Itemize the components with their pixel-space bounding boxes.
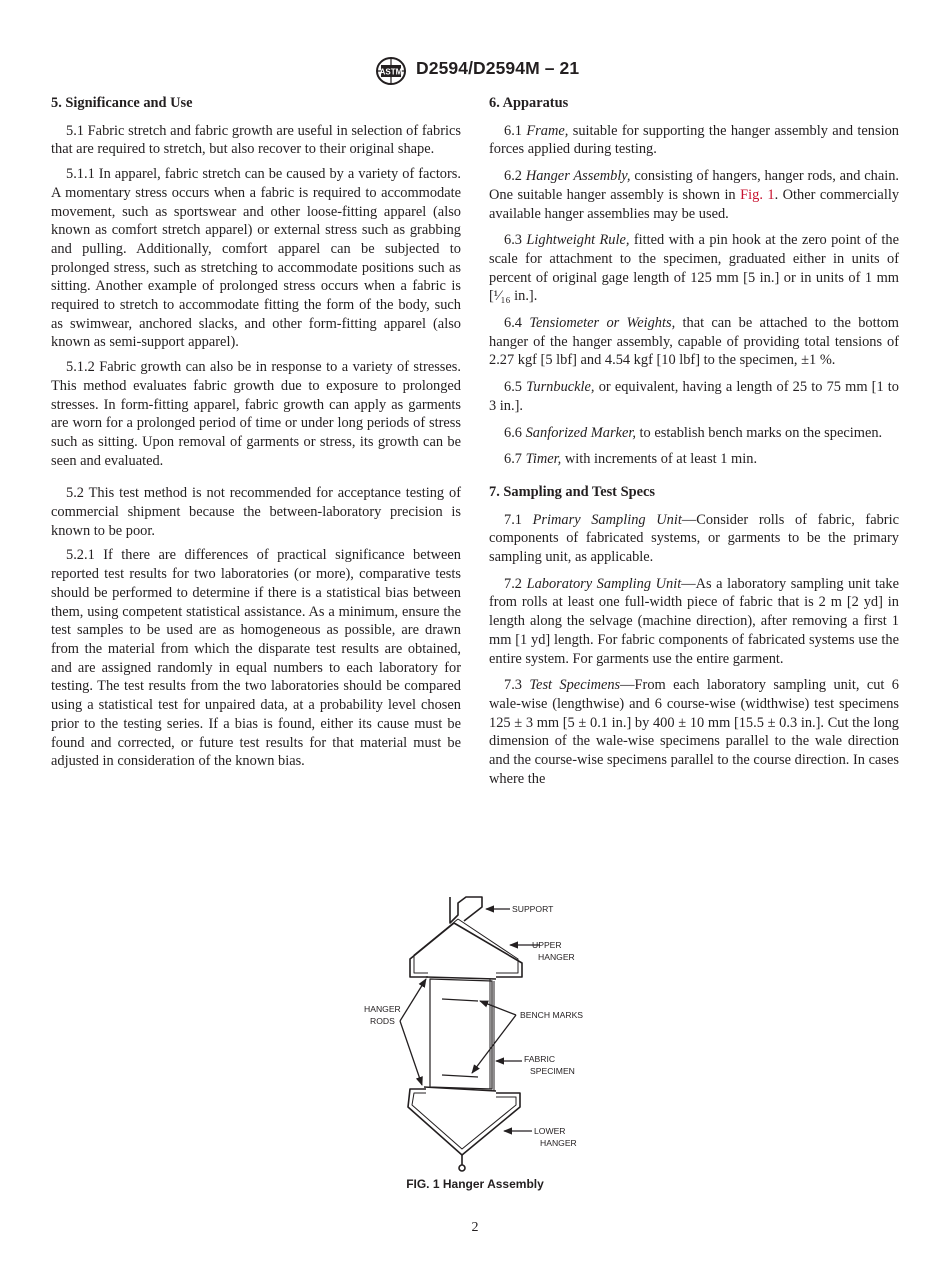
astm-logo-icon xyxy=(372,57,410,85)
label-lower-hanger-1: LOWER xyxy=(534,1126,566,1136)
bench-mark-top xyxy=(442,999,478,1001)
label-fabric-specimen-2: SPECIMEN xyxy=(530,1066,575,1076)
label-support: SUPPORT xyxy=(512,904,554,914)
label-lower-hanger-2: HANGER xyxy=(540,1138,577,1148)
label-upper-hanger-1: UPPER xyxy=(532,940,562,950)
paragraph-7-2: 7.2 Laboratory Sampling Unit—As a laboratory sampling unit take from rolls at least one full-width piece of fabric that is 2 m [2 yd] in length along the selvage (machine direction), after removing a first 1 mm [1 yd] length. For fabric components of fabricated systems use the entire system. For garments use the entire garment. xyxy=(489,575,899,667)
paragraph-5-1-1: 5.1.1 In apparel, fabric stretch can be caused by a variety of factors. A momentary stress occurs when a fabric is required to accommodate movement, such as sportswear and other loose-fitting apparel (also known as comfort stretch apparel) or external stress such as grabbing and pulling. Additionally, comfort apparel can be subjected to prolonged stress, such as stretching to accommodate positions such as sitting. Another example of prolonged stress occurs when a fabric is required to stretch to accommodate fitting the form of the body, such as swimwear, anchored slacks, and other form-fitting apparel (also known as semi-support apparel). xyxy=(51,166,461,351)
figure-caption: FIG. 1 Hanger Assembly xyxy=(406,1177,544,1191)
support-bracket xyxy=(450,897,482,923)
paragraph-6-1: 6.1 Frame, suitable for supporting the hanger assembly and tension forces applied during testing. xyxy=(489,122,899,158)
paragraph-6-4: 6.4 Tensiometer or Weights, that can be attached to the bottom hanger of the hanger assembly, capable of providing total tensions of 2.27 kgf [5 lbf] and 4.54 kgf [10 lbf] to the specimen, ±1 %. xyxy=(489,315,899,369)
paragraph-5-2: 5.2 This test method is not recommended for acceptance testing of commercial shipment because the between-laboratory precision is known to be poor. xyxy=(51,485,461,539)
lower-hanger xyxy=(408,1089,520,1155)
paragraph-6-3: 6.3 Lightweight Rule, fitted with a pin hook at the zero point of the scale for attachment to the specimen, graduated either in units of percent of original gage length of 125 mm [5 in.] or in units of 1 mm [¹⁄₁₆ in.]. xyxy=(489,232,899,305)
section-6-heading: 6. Apparatus xyxy=(489,95,569,111)
page-header xyxy=(0,57,950,85)
fabric-specimen xyxy=(430,979,492,1089)
page-number: 2 xyxy=(471,1220,479,1235)
label-hanger-rods-2: RODS xyxy=(370,1016,395,1026)
fig-1-link[interactable]: Fig. 1 xyxy=(740,186,775,203)
paragraph-5-1: 5.1 Fabric stretch and fabric growth are useful in selection of fabrics that are required to stretch, but also recover to their original shape. xyxy=(51,122,461,158)
left-column xyxy=(51,94,461,777)
label-upper-hanger-2: HANGER xyxy=(538,952,575,962)
paragraph-5-1-2: 5.1.2 Fabric growth can also be in response to a variety of stresses. This method evaluates fabric growth due to exposure to prolonged stresses. In form-fitting apparel, fabric growth can apply as garments are worn for a prolonged period of time or under long periods of stress such as sitting. Upon removal of garments or stress, its growth can be seen and evaluated. xyxy=(51,359,461,469)
bench-marks-arrow-top xyxy=(480,1001,516,1015)
paragraph-6-2: 6.2 Hanger Assembly, consisting of hangers, hanger rods, and chain. One suitable hanger assembly is shown in Fig. 1. Other commercially available hanger assemblies may be used. xyxy=(489,168,900,222)
paragraph-5-2-1: 5.2.1 If there are differences of practical significance between reported test results for two laboratories (or more), comparative tests should be performed to determine if there is a statistical bias between them, using competent statistical assistance. As a minimum, ensure the test samples to be used are as homogeneous as possible, are drawn from the material from which the disparate test results are obtained, and are assigned randomly in equal numbers to each laboratory for testing. The test results from the two laboratories should be compared using a statistical test for unpaired data, at a probability level chosen prior to the testing series. If a bias is found, either its cause must be found and corrected, or future test results for that material must be adjusted in consideration of the known bias. xyxy=(51,547,461,770)
document-id: D2594/D2594M – 21 xyxy=(416,58,580,78)
label-bench-marks: BENCH MARKS xyxy=(520,1010,584,1020)
label-fabric-specimen-1: FABRIC xyxy=(524,1054,556,1064)
paragraph-6-6: 6.6 Sanforized Marker, to establish bench marks on the specimen. xyxy=(504,424,883,441)
bench-mark-bottom xyxy=(442,1075,478,1077)
label-hanger-rods-1: HANGER xyxy=(364,1004,401,1014)
paragraph-7-1: 7.1 Primary Sampling Unit—Consider rolls of fabric, fabric components of fabricated systems, or garments to be the primary sampling unit, as applicable. xyxy=(489,511,899,566)
paragraph-6-7: 6.7 Timer, with increments of at least 1 min. xyxy=(504,451,758,468)
hanger-rods-arrow-bottom xyxy=(400,1021,422,1085)
section-7-heading: 7. Sampling and Test Specs xyxy=(489,483,655,500)
paragraph-7-3: 7.3 Test Specimens—From each laboratory sampling unit, cut 6 wale-wise (lengthwise) and 6 course-wise (widthwise) test specimens 125 ± 3 mm [5 ± 0.1 in.] by 400 ± 10 mm [15.5 ± 0.3 in.]. Cut the long dimension of the wale-wise specimens parallel to the wale direction and the course-wise specimens parallel to the course direction. In cases where the xyxy=(489,677,899,787)
paragraph-6-5: 6.5 Turnbuckle, or equivalent, having a length of 25 to 75 mm [1 to 3 in.]. xyxy=(489,379,900,414)
section-5-heading: 5. Significance and Use xyxy=(51,95,193,111)
hanger-rods-arrow-top xyxy=(400,979,426,1021)
right-column xyxy=(489,94,899,795)
hanger-assembly-figure xyxy=(354,893,604,1175)
logo-text: ASTM xyxy=(379,67,403,77)
